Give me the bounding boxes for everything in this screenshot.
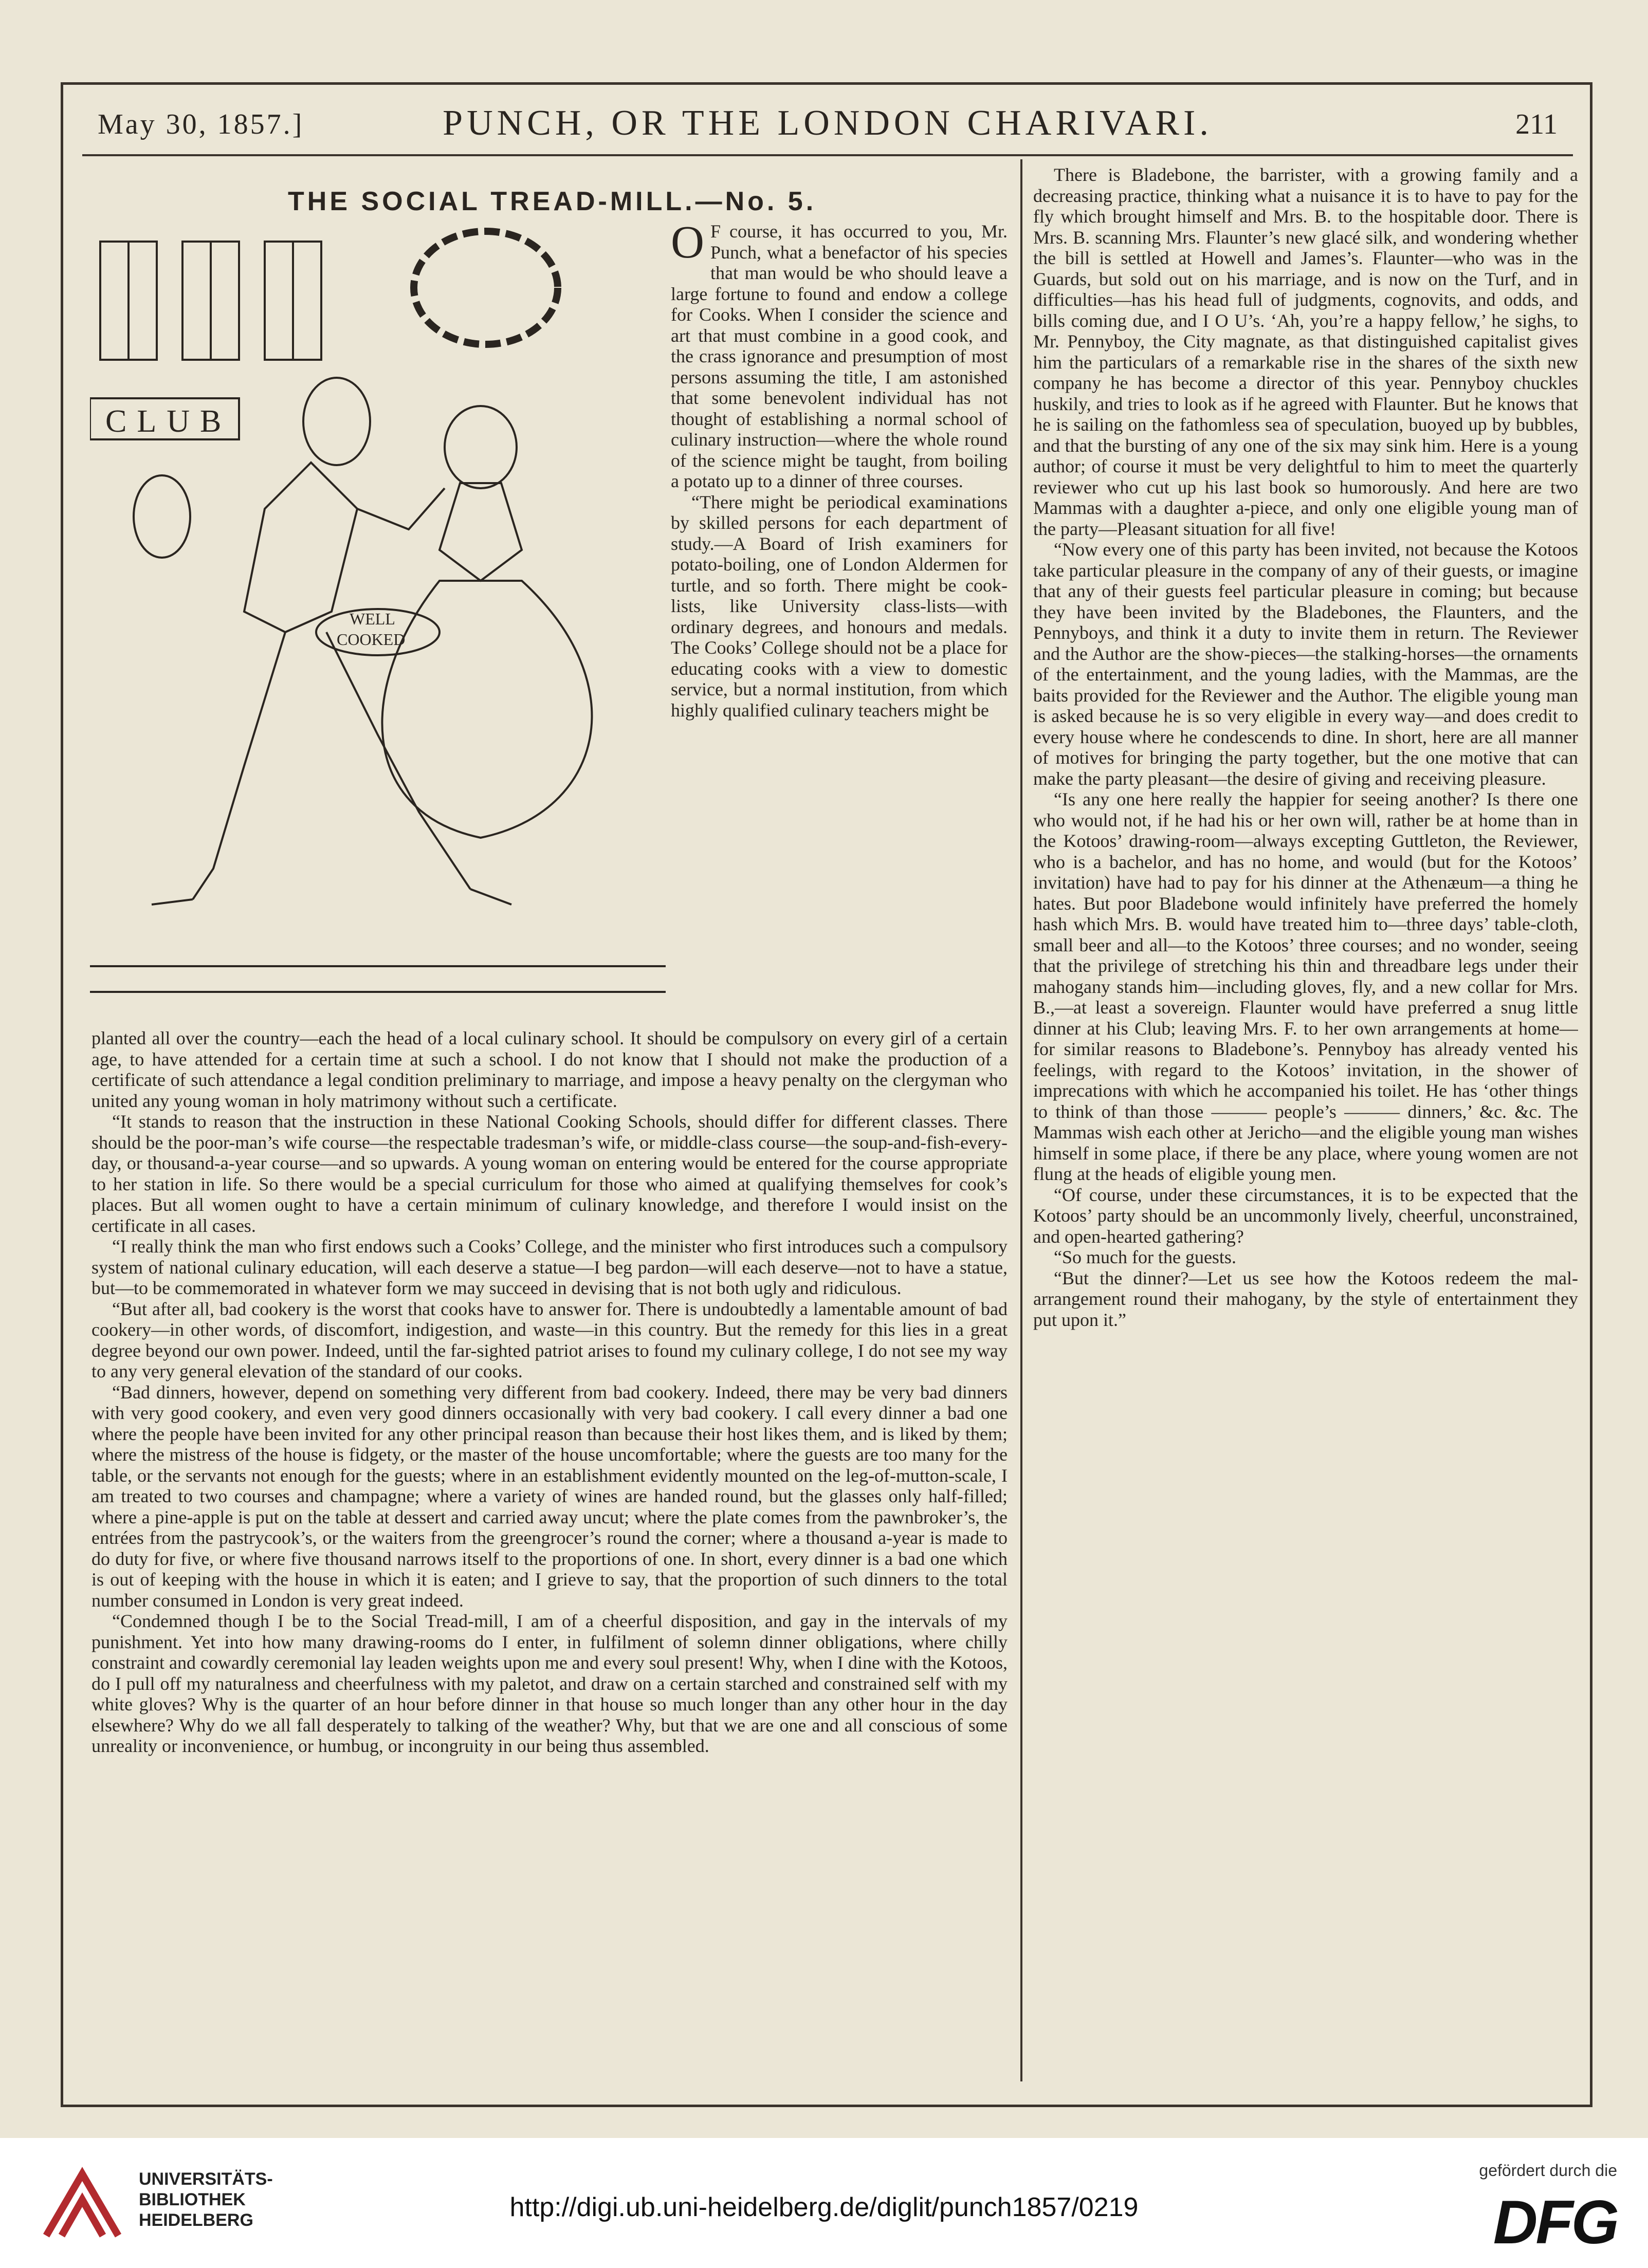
paragraph: “But the dinner?—Let us see how the Kotoos redeem the mal-arrangement round their mahogany, by the style of entertainment they put upon it.” (1033, 1267, 1578, 1330)
article-title: THE SOCIAL TREAD-MILL.—No. 5. (288, 187, 817, 216)
column-left-lower (91, 1028, 1008, 2066)
engraving-illustration (90, 221, 666, 1023)
paragraph: “So much for the guests. (1054, 1247, 1236, 1267)
column-left-upper (671, 221, 1008, 1025)
paragraph: planted all over the country—each the head of a local culinary school. It should be compulsory on every girl of a certain age, to have attended for a certain time at such a school. I do not know that I should not make the production of a certificate of such attendance a legal condition preliminary to marriage, and impose a heavy penalty on the clergyman who united any young woman in holy matrimony without such a certificate. (91, 1028, 1008, 1111)
running-header (87, 103, 1568, 149)
paragraph: “Of course, under these circumstances, it is to be expected that the Kotoos’ party should be an uncommonly lively, cheerful, unconstrained, and open-hearted gathering? (1033, 1184, 1578, 1247)
paragraph: There is Bladebone, the barrister, with a growing family and a decreasing practice, thinking what a nuisance it is to have to pay for the fly which brought himself and Mrs. B. to the hospitable door. There is Mrs. B. scanning Mrs. Flaunter’s new glacé silk, and wondering whether the bill is settled at Howell and James’s. Flaunter—who was in the Guards, but sold out on his marriage, and is now on the Turf, and in difficulties—has his head full of judgments, cognovits, and odds, and bills coming due, and I O U’s. ‘Ah, you’re a happy fellow,’ he sighs, to Mr. Pennyboy, the City magnate, as that distinguished capitalist gives him the particulars of a remarkable rise in the shares of the sixth new company he has become a director of this year. Pennyboy chuckles huskily, and tries to look as if he agreed with Flaunter. But he knows that he is sailing on the fathomless sea of speculation, buoyed up by bubbles, and that the bursting of any one of the six may sink him. Here is a young author; of course it must be very delightful to him to meet the quarterly reviewer who cut up his last book so humorously. And here are two Mammas with a daughter a-piece, and only one eligible young man of the party—Pleasant situation for all five! (1033, 164, 1578, 539)
funded-by-text: gefördert durch die (1479, 2161, 1617, 2180)
dish-label-2: COOKED (337, 630, 406, 649)
digitization-footer (0, 2138, 1648, 2268)
paragraph: “There might be periodical examinations by skilled persons for each department of study.—A Board of Irish examiners for potato-boiling, one of London Aldermen for turtle, and so forth. There might be cook-lists, like University class-lists—with ordinary degrees, and honours and medals. The Cooks’ College should not be a place for educating cooks with a view to domestic service, but a normal institution, from which highly qualified culinary teachers might be (671, 491, 1008, 721)
dfg-logo: DFG (1493, 2188, 1617, 2257)
journal-title: PUNCH, OR THE LONDON CHARIVARI. (443, 103, 1213, 143)
paragraph: “Is any one here really the happier for seeing another? Is there one who would not, if he had his or her own will, rather be at home than in the Kotoos’ drawing-room—always excepting Guttleton, the Reviewer, who is a bachelor, and has no home, and would (but for the Kotoos’ invitation) have had to pay for his dinner at the Athenæum—a thing he hates. But poor Bladebone would infinitely have preferred the homely hash which Mrs. B. would have treated him to—three days’ table-cloth, small beer and all—to the Kotoos’ three courses; and no wonder, seeing that the privilege of stretching his thin and threadbare legs under their mahogany stands him—including gloves, fly, and a new collar for Mrs. B.,—at least a sovereign. Flaunter would have preferred a snug little dinner at his Club; leaving Mrs. F. to her own arrangements at home—for similar reasons to Bladebone’s. Pennyboy has already vented his feelings, with regard to the Kotoos’ invitation, in the shower of imprecations with which he accompanied his toilet. He has ‘other things to think of than those ——— people’s ——— dinners,’ &c. &c. The Mammas wish each other at Jericho—and the eligible young man wishes himself in some place, if there be any place, where young women are not flung at the heads of eligible young men. (1033, 789, 1578, 1184)
column-right (1033, 164, 1578, 2076)
drop-cap: O (671, 221, 704, 268)
paragraph: “Now every one of this party has been invited, not because the Kotoos take particular pleasure in the company of any of their guests, or imagine that any of their guests feel particular pleasure in coming; but because they have been invited by the Bladebones, the Flaunters, and the Pennyboys, and think it a duty to invite them in return. The Reviewer and the Author are the show-pieces—the stalking-horses—the ornaments of the entertainment, and the young ladies, with the Mammas, are the baits provided for the Reviewer and the Author. The eligible young man is asked because he is so very eligible in every way—and does credit to every house where he condescends to dine. In short, here are all manner of motives for bringing the party together, but the one motive that can make the party pleasant—the desire of giving and receiving pleasure. (1033, 539, 1578, 789)
header-rule (82, 154, 1573, 156)
paragraph: “Bad dinners, however, depend on something very different from bad cookery. Indeed, there may be very bad dinners with very good cookery, and even very good dinners occasionally with very bad cookery. I call every dinner a bad one where the people have been invited for any other principal reason than because their host likes them, and is liked by them; where the mistress of the house is fidgety, or the master of the house uncomfortable; where the guests are too many for the table, or the servants not enough for the guests; where in an establishment evidently mounted on the leg-of-mutton-scale, I am treated to two courses and champagne; where a variety of wines are handed round, but the glasses only half-filled; where a pine-apple is put on the table at dessert and carried away uncut; where the plate comes from the pawnbroker’s, the entrées from the pastrycook’s, or the waiters from the greengrocer’s round the corner; where a thousand a-year is made to do duty for five, or where five thousand narrows itself to the proportions of one. In short, every dinner is a bad one which is out of keeping with the house in which it is eaten; and I grieve to say, that the proportion of such dinners to the total number consumed in London is very great indeed. (91, 1381, 1008, 1611)
dish-label-1: WELL (350, 610, 395, 628)
paragraph: “I really think the man who first endows such a Cooks’ College, and the minister who first introduces such a compulsory system of national culinary education, will each deserve a statue—I beg pardon—will each deserve—not to have a statue, but—to be commemorated in whatever form we may succeed in devising that is not both ugly and ridiculous. (91, 1236, 1008, 1298)
paragraph: “Condemned though I be to the Social Tread-mill, I am of a cheerful disposition, and gay in the intervals of my punishment. Yet into how many drawing-rooms do I enter, in fulfilment of solemn dinner obligations, where chilly constraint and cowardly ceremonial lay leaden weights upon me and every soul present! Why, when I dine with the Kotoos, do I pull off my naturalness and cheerfulness with my paletot, and draw on a certain starched and constrained self with my white gloves? Why is the quarter of an hour before dinner in that house so much longer than any other hour in the day elsewhere? Why do we all fall desperately to talking of the weather? Why, but that we are one and all conscious of some unreality or inconvenience, or humbug, or incongruity in our being thus assembled. (91, 1611, 1008, 1756)
page-number: 211 (1515, 108, 1558, 140)
issue-date: May 30, 1857.] (98, 108, 304, 140)
paragraph: “But after all, bad cookery is the worst that cooks have to answer for. There is undoubtedly a lamentable amount of bad cookery—in other words, of discomfort, indigestion, and waste—in this country. But the remedy for this lies in a great degree beyond our own power. Indeed, until the far-sighted patriot arises to found my culinary college, I do not see my way to any very general elevation of the standard of our cooks. (91, 1298, 1008, 1381)
column-rule (1020, 159, 1022, 2081)
library-name: UNIVERSITÄTS- BIBLIOTHEK HEIDELBERG (139, 2169, 273, 2230)
club-sign-text: CLUB (105, 404, 232, 439)
paragraph: “It stands to reason that the instruction in these National Cooking Schools, should differ for different classes. There should be the poor-man’s wife course—the respectable tradesman’s wife, or middle-class course—the soup-and-fish-every-day, or thousand-a-year course—and so upwards. A young woman on entering would be entered for the course appropriate to her station in life. So there would be a special curriculum for those who aimed at qualifying themselves for cook’s places. But all women ought to have a certain minimum of culinary knowledge, and therefore I would insist on the certificate in all cases. (91, 1111, 1008, 1236)
permalink-url[interactable]: http://digi.ub.uni-heidelberg.de/diglit/punch1857/0219 (509, 2192, 1139, 2222)
paragraph: O F course, it has occurred to you, Mr. Punch, what a benefactor of his species that man would be who should leave a large fortune to found and endow a college for Cooks. When I consider the science and art that must combine in a good cook, and the crass ignorance and presumption of most persons assuming the title, I am astonished that some benevolent individual has not thought of establishing a normal school of culinary instruction—where the whole round of the science might be taught, from boiling a potato up to a dinner of three courses. (671, 221, 1008, 491)
